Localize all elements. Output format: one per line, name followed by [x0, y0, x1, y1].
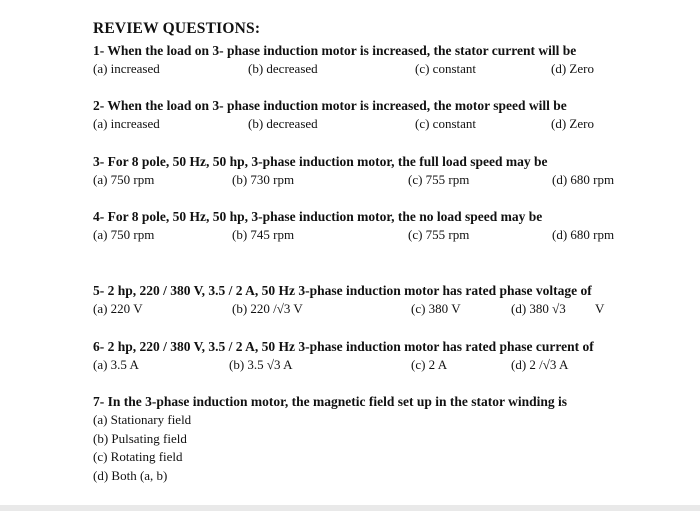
option-d: (d) Zero	[551, 116, 594, 131]
option-a: (a) increased	[93, 116, 160, 131]
option-b: (b) 730 rpm	[232, 172, 295, 187]
option-a: (a) 750 rpm	[93, 227, 155, 242]
option-c: (c) 755 rpm	[408, 227, 470, 242]
option-d-unit: V	[595, 301, 605, 316]
question-text: 3- For 8 pole, 50 Hz, 50 hp, 3-phase induction motor, the full load speed may be	[93, 154, 548, 169]
question-7	[93, 393, 653, 485]
option-b: (b) decreased	[248, 61, 318, 76]
question-text: 2- When the load on 3- phase induction motor is increased, the motor speed will be	[93, 98, 567, 113]
options-row	[93, 171, 653, 189]
option-c: (c) constant	[415, 61, 477, 76]
options-row	[93, 115, 653, 133]
option-a: (a) 750 rpm	[93, 172, 155, 187]
option-c: (c) 2 A	[411, 357, 448, 372]
option-a: (a) 220 V	[93, 301, 143, 316]
question-text: 7- In the 3-phase induction motor, the magnetic field set up in the stator winding is	[93, 394, 568, 409]
option-a: (a) Stationary field	[93, 412, 192, 427]
options-row	[93, 300, 653, 318]
option-b: (b) decreased	[248, 116, 318, 131]
option-d: (d) 2 /√3 A	[511, 357, 569, 372]
question-4	[93, 208, 653, 244]
options-row	[93, 226, 653, 244]
question-6	[93, 338, 653, 374]
option-d: (d) 680 rpm	[552, 227, 615, 242]
option-a: (a) 3.5 A	[93, 357, 139, 372]
page-bottom-edge	[0, 505, 700, 511]
question-text: 5- 2 hp, 220 / 380 V, 3.5 / 2 A, 50 Hz 3-phase induction motor has rated phase voltage of	[93, 283, 592, 298]
option-d: (d) 680 rpm	[552, 172, 615, 187]
option-c: (c) constant	[415, 116, 477, 131]
option-d: (d) 380 √3	[511, 301, 566, 316]
options-row	[93, 356, 653, 374]
option-d: (d) Both (a, b)	[93, 467, 168, 483]
option-b: (b) 3.5 √3 A	[229, 357, 293, 372]
page-title: REVIEW QUESTIONS:	[93, 20, 261, 37]
question-2	[93, 97, 653, 133]
option-d: (d) Zero	[551, 61, 594, 76]
option-a: (a) increased	[93, 61, 160, 76]
options-row	[93, 60, 653, 78]
question-1	[93, 42, 653, 78]
option-c: (c) Rotating field	[93, 449, 183, 464]
option-b: (b) Pulsating field	[93, 430, 187, 446]
question-3	[93, 153, 653, 189]
question-5	[93, 282, 653, 318]
option-c: (c) 755 rpm	[408, 172, 470, 187]
option-b: (b) 745 rpm	[232, 227, 295, 242]
options-list	[93, 411, 653, 485]
question-text: 1- When the load on 3- phase induction motor is increased, the stator current will be	[93, 43, 577, 58]
option-c: (c) 380 V	[411, 301, 461, 316]
question-text: 6- 2 hp, 220 / 380 V, 3.5 / 2 A, 50 Hz 3-phase induction motor has rated phase current of	[93, 339, 594, 354]
question-text: 4- For 8 pole, 50 Hz, 50 hp, 3-phase induction motor, the no load speed may be	[93, 209, 543, 224]
option-b: (b) 220 /√3 V	[232, 301, 303, 316]
